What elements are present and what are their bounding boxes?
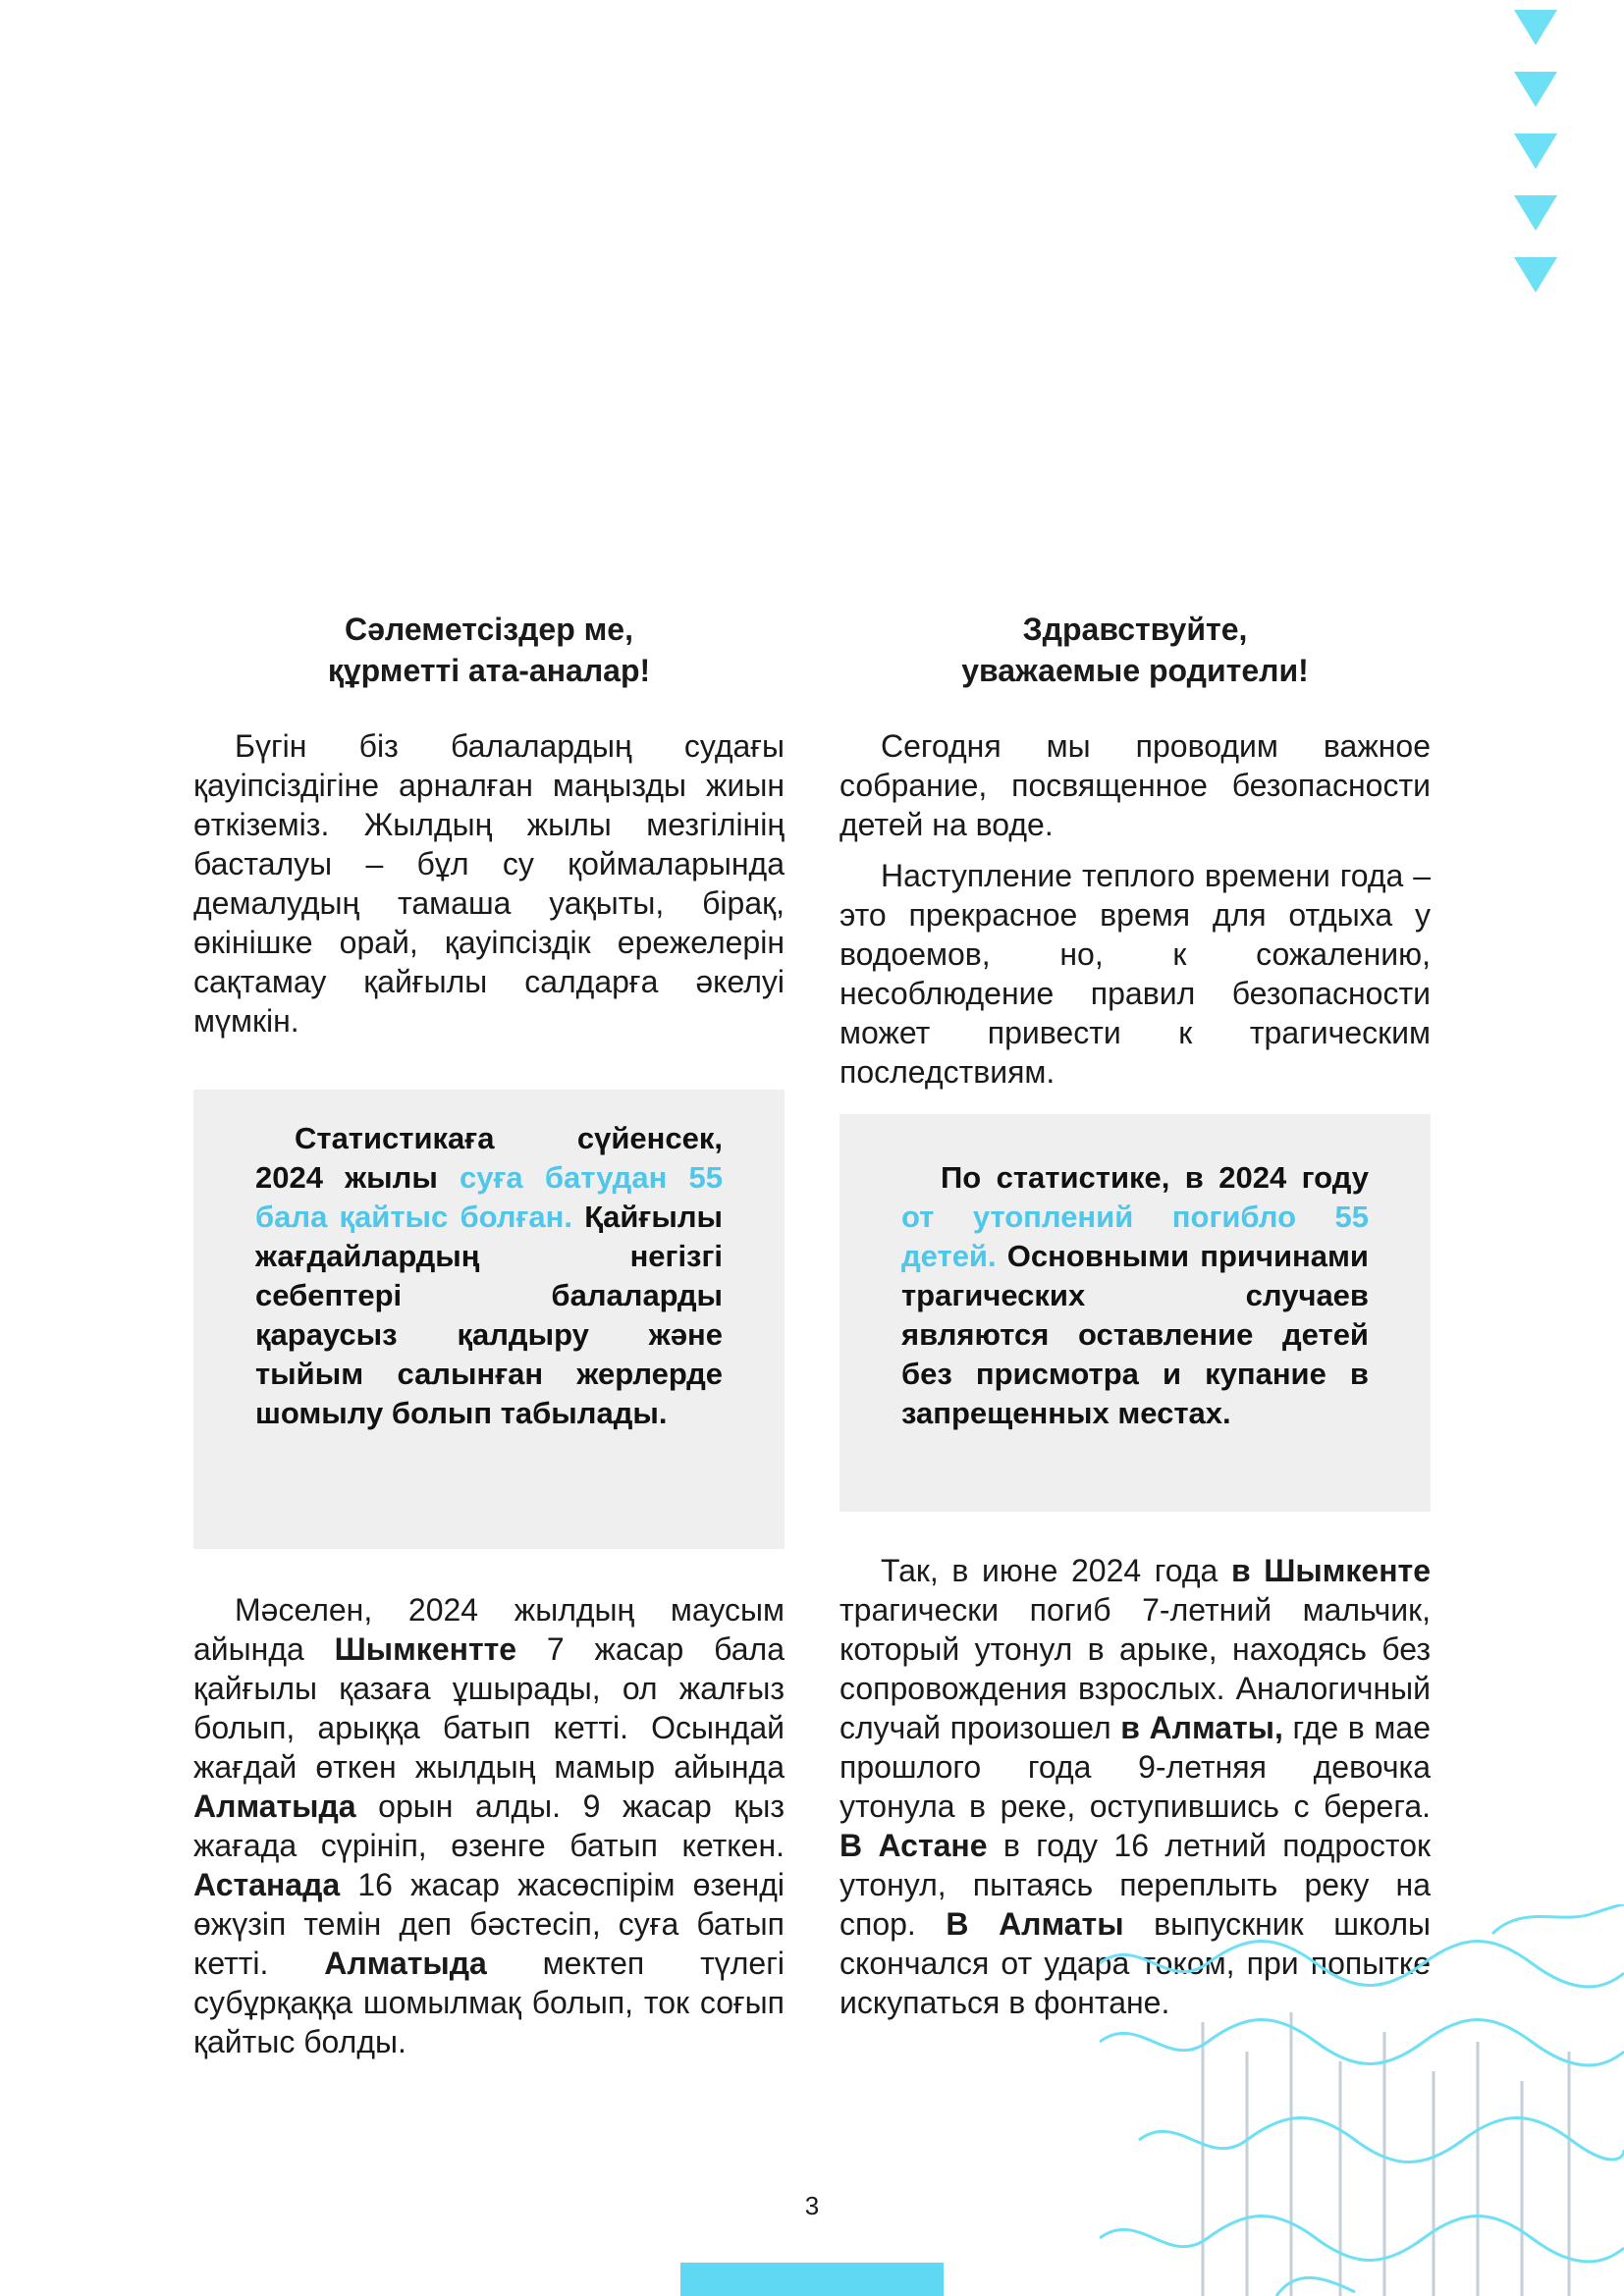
right-case-4: в году 16 летний подросток утонул, пытаясь переплыть реку на спор. — [839, 1828, 1432, 1942]
left-case-2: 7 жасар бала қайғылы қазаға ұшырады, ол жалғыз болып, арыққа батып кетті. Осындай жағдай өткен жылдың мамыр айында — [193, 1631, 785, 1785]
right-greeting-line1: Здравствуйте, — [1022, 612, 1248, 647]
right-greeting — [839, 609, 1431, 691]
left-case-city3: Астанада — [193, 1867, 341, 1902]
left-intro-paragraph: Бүгін біз балалардың судағы қауіпсіздігіне арналған маңызды жиын өткіземіз. Жылдың жылы мезгілінің басталуы – бұл су қоймаларында демалудың тамаша уақыты, бірақ, өкінішке орай, қауіпсіздік ережелерін сақтамау қайғылы салдарға әкелуі мүмкін. — [193, 728, 785, 1039]
left-greeting-line2: құрметті ата-аналар! — [327, 653, 651, 688]
right-case-city2: в Алматы, — [1120, 1710, 1283, 1745]
wave-lines-decor — [1100, 1904, 1624, 2296]
left-case-1: Мәселен, 2024 жылдың маусым айында — [193, 1592, 785, 1667]
left-stat-text — [255, 1119, 723, 1433]
left-intro — [193, 726, 785, 1041]
left-case-city4: Алматыда — [324, 1946, 487, 1981]
right-case-1: Так, в июне 2024 года — [881, 1553, 1231, 1588]
left-case-3: орын алды. 9 жасар қыз жағада сүрініп, өзенге батып кеткен. — [193, 1789, 785, 1863]
right-stat-before: По статистике, в 2024 году — [941, 1160, 1369, 1195]
left-case-4: 16 жасар жасөспірім өзенді өжүзіп темін деп бәстесіп, суға батып кетті. — [193, 1867, 785, 1981]
right-stat-highlight: от утоплений погибло 55 детей. — [901, 1200, 1369, 1273]
right-case-city4: В Алматы — [946, 1906, 1124, 1942]
right-intro-p1: Сегодня мы проводим важное собрание, посвященное безопасности детей на воде. — [839, 728, 1431, 842]
right-case-city1: в Шымкенте — [1230, 1553, 1432, 1588]
triangle-down-icon — [1514, 257, 1557, 293]
right-case-3: где в мае прошлого года 9-летняя девочка утонула в реке, оступившись с берега. — [839, 1710, 1431, 1824]
left-greeting — [193, 609, 785, 691]
left-greeting-line1: Сәлеметсіздер ме, — [345, 612, 633, 647]
right-case-2: трагически погиб 7-летний мальчик, который утонул в арыке, находясь без сопровождения взрослых. Аналогичный случай произошел — [839, 1592, 1431, 1745]
triangle-down-icon — [1514, 72, 1557, 107]
left-case-city1: Шымкентте — [334, 1631, 517, 1667]
right-case-city3: В Астане — [839, 1828, 988, 1863]
right-intro — [839, 726, 1431, 1092]
left-case-5: мектеп түлегі субұрқаққа шомылмақ болып, ток соғып қайтыс болды. — [193, 1946, 785, 2059]
left-stat-after: Қайғылы жағдайлардың негізгі себептері балаларды қараусыз қалдыру және тыйым салынған жерлерде шомылу болып табылады. — [255, 1200, 723, 1430]
triangle-down-icon — [1514, 195, 1557, 231]
bottom-accent-bar — [680, 2263, 944, 2296]
triangle-down-icon — [1514, 10, 1557, 45]
left-stat-before: Статистикаға сүйенсек, 2024 жылы — [255, 1121, 723, 1195]
left-cases-paragraph — [193, 1590, 785, 2061]
page-number: 3 — [804, 2191, 820, 2220]
left-cases — [193, 1590, 785, 2061]
left-stat-highlight: суға батудан 55 бала қайтыс болған. — [255, 1160, 724, 1234]
right-greeting-line2: уважаемые родители! — [961, 653, 1309, 688]
left-case-city2: Алматыда — [193, 1789, 356, 1824]
right-intro-p2: Наступление теплого времени года – это прекрасное время для отдыха у водоемов, но, к сожалению, несоблюдение правил безопасности может привести к трагическим последствиям. — [839, 858, 1431, 1090]
right-stat-text — [901, 1158, 1369, 1433]
right-case-5: выпускник школы скончался от удара током, при попытке искупаться в фонтане. — [839, 1906, 1432, 2020]
decor-triangles — [1514, 10, 1557, 319]
right-stat-after: Основными причинами трагических случаев являются оставление детей без присмотра и купание в запрещенных местах. — [901, 1239, 1369, 1430]
triangle-down-icon — [1514, 133, 1557, 169]
